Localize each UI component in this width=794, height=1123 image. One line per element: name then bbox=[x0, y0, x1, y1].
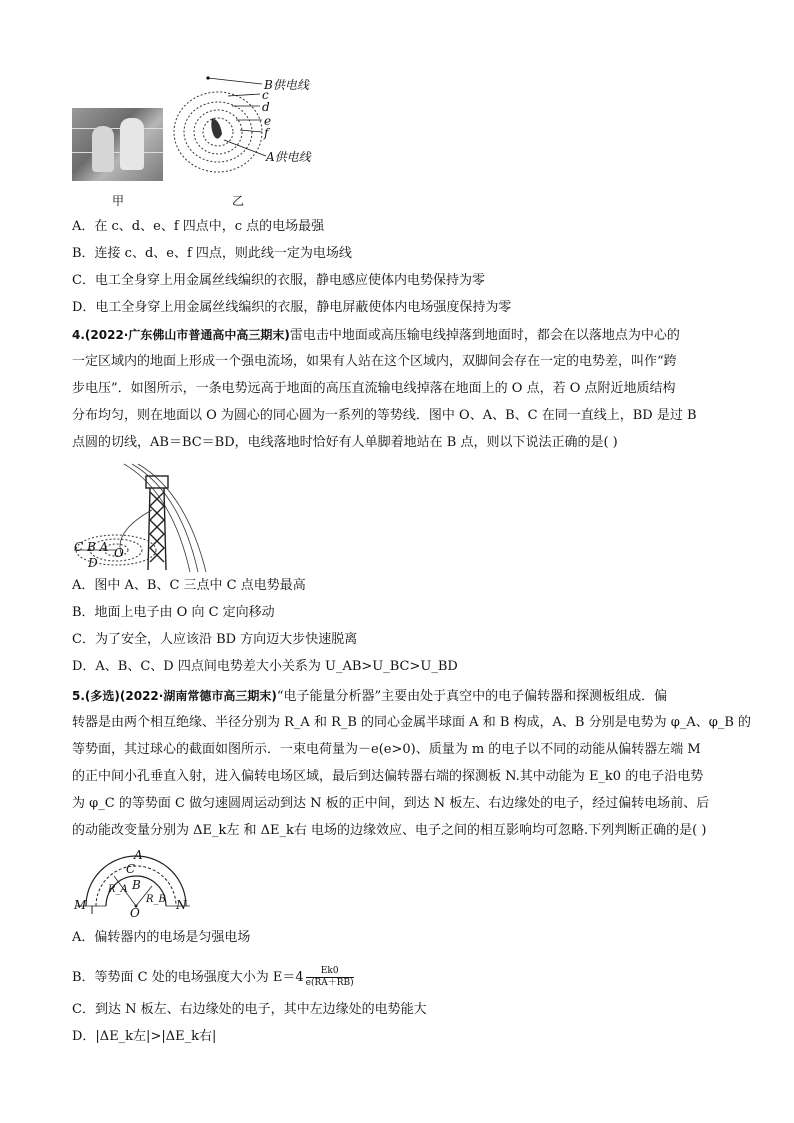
label-d-point: D bbox=[88, 556, 98, 570]
q5-number: 5. bbox=[72, 689, 85, 703]
label-a-line: A供电线 bbox=[266, 150, 311, 164]
label-b-inner: B bbox=[132, 878, 141, 892]
label-ra: R_A bbox=[108, 884, 128, 895]
electrician-photo bbox=[72, 108, 163, 181]
label-c-b-a: C B A bbox=[74, 540, 109, 554]
q3-option-d: D．电工全身穿上用金属丝线编织的衣服，静电屏蔽使体内电场强度保持为零 bbox=[72, 300, 512, 315]
q4-number: 4. bbox=[72, 328, 85, 342]
caption-yi: 乙 bbox=[232, 194, 245, 208]
q4-option-c: C．为了安全，人应该沿 BD 方向迈大步快速脱离 bbox=[72, 632, 358, 647]
q5-stem-line-5: 为 φ_C 的等势面 C 做匀速圆周运动到达 N 板的正中间，到达 N 板左、右边缘处的电子，经过偏转电场前、后 bbox=[72, 796, 710, 811]
q5-stem-line-1: 5.(多选)(2022·湖南常德市高三期末)“电子能量分析器”主要由处于真空中的电子偏转器和探测板组成．偏 bbox=[72, 689, 668, 704]
q4-stem-line-4: 分布均匀，则在地面以 O 为圆心的同心圆为一系列的等势线．图中 O、A、B、C 在同一直线上，BD 是过 B bbox=[72, 408, 697, 423]
q5-option-b: B．等势面 C 处的电场强度大小为 E＝4 $\frac{Ek0}{e(RA+RB)}$ bbox=[72, 966, 354, 988]
label-rb: R_B bbox=[146, 894, 166, 905]
q3-option-a: A．在 c、d、e、f 四点中，c 点的电场最强 bbox=[72, 219, 325, 234]
q5-source: (多选)(2022·湖南常德市高三期末) bbox=[84, 689, 277, 703]
q4-stem-line-2: 一定区域内的地面上形成一个强电流场，如果有人站在这个区域内，双脚间会存在一定的电势差，叫作“跨 bbox=[72, 354, 677, 369]
label-o: O bbox=[114, 546, 124, 560]
label-a-outer: A bbox=[134, 848, 143, 862]
q5-option-a: A．偏转器内的电场是匀强电场 bbox=[72, 930, 251, 945]
q5-stem-line-4: 的正中间小孔垂直入射，进入偏转电场区域，最后到达偏转器右端的探测板 N.其中动能为 E_k0 的电子沿电势 bbox=[72, 769, 704, 784]
q4-stem-line-1: 4.(2022·广东佛山市普通高中高三期末)雷电击中地面或高压输电线掉落到地面时，都会在以落地点为中心的 bbox=[72, 328, 680, 343]
fraction-numerator: Ek0 bbox=[306, 966, 354, 978]
field-fraction bbox=[306, 966, 354, 989]
q4-option-a: A．图中 A、B、C 三点中 C 点电势最高 bbox=[72, 578, 306, 593]
q5-stem-line-2: 转器是由两个相互绝缘、半径分别为 R_A 和 R_B 的同心金属半球面 A 和 B 构成，A、B 分别是电势为 φ_A、φ_B 的 bbox=[72, 715, 752, 730]
label-f: f bbox=[264, 126, 269, 140]
q5-stem-line-3: 等势面，其过球心的截面如图所示．一束电荷量为－e(e>0)、质量为 m 的电子以不同的动能从偏转器左端 M bbox=[72, 742, 701, 757]
fraction-denominator: e(RA＋RB) bbox=[305, 978, 354, 988]
q3-option-b: B．连接 c、d、e、f 四点，则此线一定为电场线 bbox=[72, 246, 352, 261]
q5-option-c: C．到达 N 板左、右边缘处的电子，其中左边缘处的电势能大 bbox=[72, 1002, 427, 1017]
q5-option-d: D．|ΔE_k左|>|ΔE_k右| bbox=[72, 1029, 217, 1044]
q4-stem-line-3: 步电压”．如图所示，一条电势远高于地面的高压直流输电线掉落在地面上的 O 点，若 O 点附近地质结构 bbox=[72, 381, 676, 396]
label-m: M bbox=[74, 898, 87, 912]
q4-option-b: B．地面上电子由 O 向 C 定向移动 bbox=[72, 605, 275, 620]
q4-stem-line-5: 点圆的切线，AB＝BC＝BD，电线落地时恰好有人单脚着地站在 B 点，则以下说法正确的是( ) bbox=[72, 435, 618, 450]
label-d: d bbox=[262, 100, 270, 114]
q4-source: (2022·广东佛山市普通高中高三期末) bbox=[84, 328, 290, 342]
caption-jia: 甲 bbox=[112, 194, 125, 208]
label-o-center: O bbox=[130, 906, 140, 920]
label-e: e bbox=[264, 114, 272, 128]
label-c-middle: C bbox=[126, 862, 136, 876]
label-b-line: B供电线 bbox=[264, 78, 309, 92]
label-c: c bbox=[262, 88, 269, 102]
label-n: N bbox=[176, 898, 187, 912]
q5-stem-line-6: 的动能改变量分别为 ΔE_k左 和 ΔE_k右 电场的边缘效应、电子之间的相互影响均可忽略.下列判断正确的是( ) bbox=[72, 823, 707, 838]
q4-option-d: D．A、B、C、D 四点间电势差大小关系为 U_AB>U_BC>U_BD bbox=[72, 659, 458, 674]
q3-option-c: C．电工全身穿上用金属丝线编织的衣服，静电感应使体内电势保持为零 bbox=[72, 273, 485, 288]
